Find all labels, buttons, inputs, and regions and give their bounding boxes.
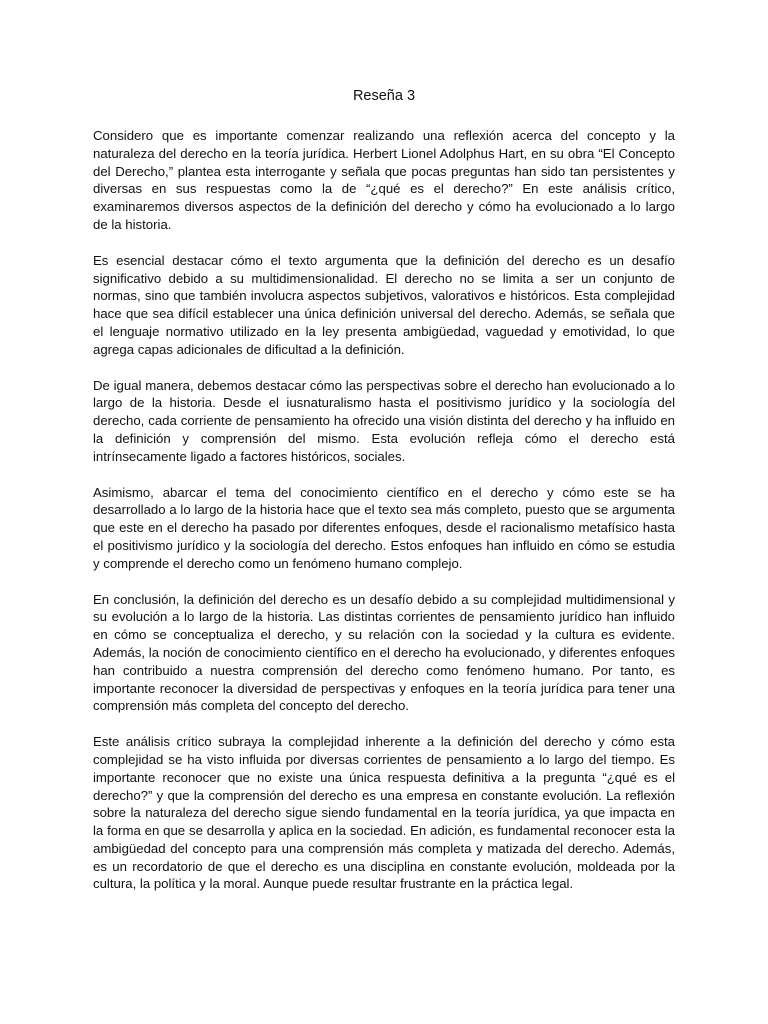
paragraph-multidimensionality: Es esencial destacar cómo el texto argumenta que la definición del derecho es un desafío significativo debido a su multidimensionalidad. El derecho no se limita a ser un conjunto de normas, sino que también involucra aspectos subjetivos, valorativos e históricos. Esta complejidad hace que sea difícil establecer una única definición universal del derecho. Además, se señala que el lenguaje normativo utilizado en la ley presenta ambigüedad, vaguedad y emotividad, lo que agrega capas adicionales de dificultad a la definición.: [93, 252, 675, 357]
paragraph-historical-perspectives: De igual manera, debemos destacar cómo las perspectivas sobre el derecho han evolucionado a lo largo de la historia. Desde el iusnaturalismo hasta el positivismo jurídico y la sociología del derecho, cada corriente de pensamiento ha ofrecido una visión distinta del derecho y ha influido en la definición y comprensión del mismo. Esta evolución refleja cómo el derecho está intrínsecamente ligado a factores históricos, sociales.: [93, 377, 675, 464]
paragraph-conclusion: En conclusión, la definición del derecho es un desafío debido a su complejidad multidimensional y su evolución a lo largo de la historia. Las distintas corrientes de pensamiento jurídico han influido en cómo se conceptualiza el derecho, y su relación con la sociedad y la cultura es evidente. Además, la noción de conocimiento científico en el derecho ha evolucionado, y diferentes enfoques han contribuido a nuestra comprensión del derecho como fenómeno humano. Por tanto, es importante reconocer la diversidad de perspectivas y enfoques en la teoría jurídica para tener una comprensión más completa del concepto del derecho.: [93, 591, 675, 714]
paragraph-scientific-knowledge: Asimismo, abarcar el tema del conocimiento científico en el derecho y cómo este se ha desarrollado a lo largo de la historia hace que el texto sea más completo, puesto que se argumenta que este en el derecho ha pasado por diferentes enfoques, desde el racionalismo metafísico hasta el positivismo jurídico y la sociología del derecho. Estos enfoques han influido en cómo se estudia y comprende el derecho como un fenómeno humano complejo.: [93, 484, 675, 571]
document-page: [93, 85, 675, 893]
paragraph-critical-analysis: Este análisis crítico subraya la complejidad inherente a la definición del derecho y cómo esta complejidad se ha visto influida por diversas corrientes de pensamiento a lo largo del tiempo. Es importante reconocer que no existe una única respuesta definitiva a la pregunta “¿qué es el derecho?” y que la comprensión del derecho es una empresa en constante evolución. La reflexión sobre la naturaleza del derecho sigue siendo fundamental en la teoría jurídica, ya que impacta en la forma en que se desarrolla y aplica en la sociedad. En adición, es fundamental reconocer esta la ambigüedad del concepto para una comprensión más completa y matizada del derecho. Además, es un recordatorio de que el derecho es una disciplina en constante evolución, moldeada por la cultura, la política y la moral. Aunque puede resultar frustrante en la práctica legal.: [93, 734, 675, 892]
paragraph-introduction: Considero que es importante comenzar realizando una reflexión acerca del concepto y la naturaleza del derecho en la teoría jurídica. Herbert Lionel Adolphus Hart, en su obra “El Concepto del Derecho,” plantea esta interrogante y señala que pocas preguntas han sido tan persistentes y diversas en sus respuestas como la de “¿qué es el derecho?” En este análisis crítico, examinaremos diversos aspectos de la definición del derecho y cómo ha evolucionado a lo largo de la historia.: [93, 128, 675, 232]
document-title: Reseña 3: [352, 88, 416, 104]
